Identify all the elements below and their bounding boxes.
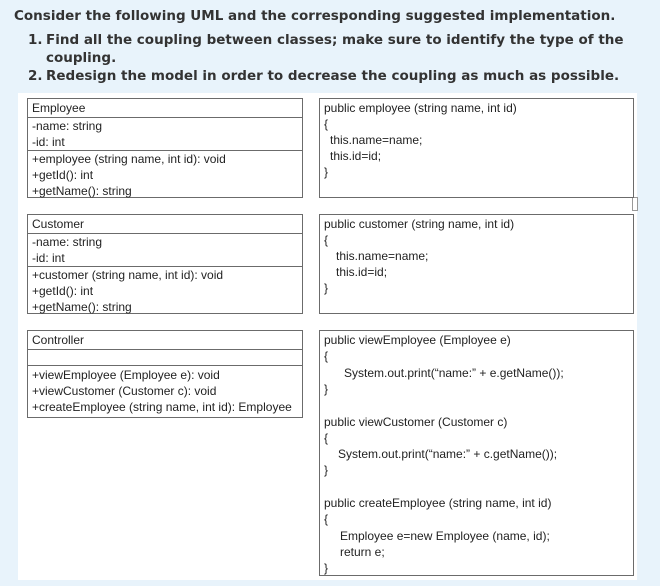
code-line: } (324, 382, 329, 396)
question-1-continuation: coupling. (46, 50, 117, 66)
method: +getName(): string (32, 300, 132, 314)
method: +getId(): int (32, 168, 94, 182)
code-line: System.out.print(“name:” + c.getName()); (338, 447, 558, 461)
method: +employee (string name, int id): void (32, 152, 226, 166)
uml-class-customer (27, 214, 303, 314)
attribute: -id: int (32, 135, 65, 149)
code-line: { (324, 512, 329, 526)
question-2-text: Redesign the model in order to decrease the coupling as much as possible. (46, 68, 620, 84)
uml-class-employee (27, 98, 303, 198)
method: +viewEmployee (Employee e): void (32, 368, 220, 382)
class-name: Employee (32, 101, 86, 115)
code-line: this.name=name; (336, 249, 429, 263)
code-line: public customer (string name, int id) (324, 217, 515, 231)
code-line: } (324, 165, 329, 179)
code-line: } (324, 281, 329, 295)
code-box-controller (319, 330, 634, 576)
code-line: } (324, 463, 329, 477)
question-1-text: Find all the coupling between classes; make sure to identify the type of the (46, 32, 624, 48)
intro-text: Consider the following UML and the corresponding suggested implementation. (14, 8, 616, 24)
resize-handle (632, 197, 638, 211)
code-line: { (324, 233, 329, 247)
code-line: this.id=id; (330, 149, 382, 163)
code-line: this.id=id; (336, 265, 388, 279)
uml-class-controller (27, 330, 303, 418)
method: +createEmployee (string name, int id): Employee (32, 400, 292, 414)
method: +customer (string name, int id): void (32, 268, 224, 282)
attribute: -name: string (32, 235, 103, 249)
code-box-employee (319, 98, 634, 198)
method: +getName(): string (32, 184, 132, 198)
code-line: public viewCustomer (Customer c) (324, 415, 508, 429)
method: +viewCustomer (Customer c): void (32, 384, 217, 398)
method: +getId(): int (32, 284, 94, 298)
code-line: this.name=name; (330, 133, 423, 147)
question-1-number: 1. (28, 32, 43, 48)
code-line: } (324, 561, 329, 575)
code-line: { (324, 117, 329, 131)
code-line: System.out.print(“name:” + e.getName()); (344, 366, 564, 380)
code-line: public createEmployee (string name, int id) (324, 496, 552, 510)
code-line: return e; (340, 545, 385, 559)
code-line: Employee e=new Employee (name, id); (340, 529, 550, 543)
class-name: Controller (32, 333, 85, 347)
attribute: -id: int (32, 251, 65, 265)
code-line: { (324, 431, 329, 445)
code-line: { (324, 349, 329, 363)
question-2-number: 2. (28, 68, 43, 84)
attribute: -name: string (32, 119, 103, 133)
class-name: Customer (32, 217, 85, 231)
code-box-customer (319, 214, 634, 314)
code-line: public viewEmployee (Employee e) (324, 333, 511, 347)
code-line: public employee (string name, int id) (324, 101, 517, 115)
